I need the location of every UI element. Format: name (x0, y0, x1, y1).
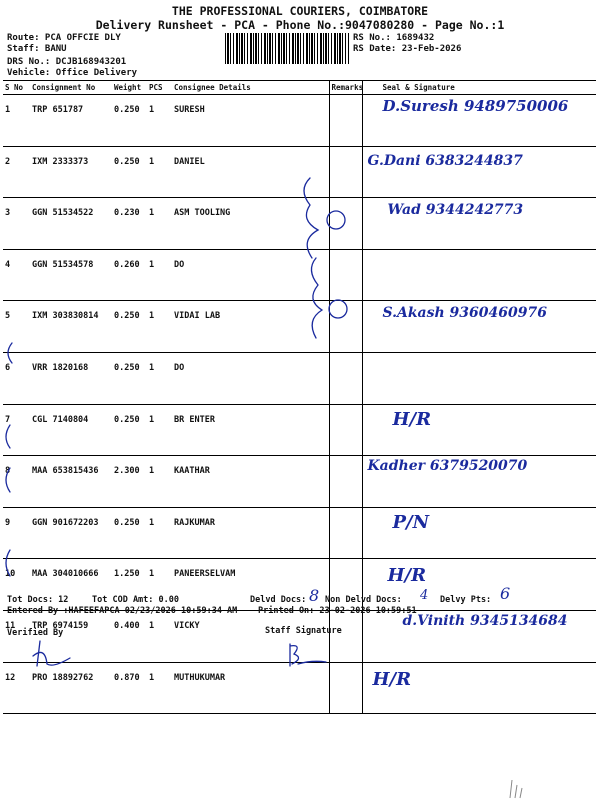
cell-pcs: 1 (147, 95, 172, 147)
cell-consignment-no: TRP 651787 (30, 95, 112, 147)
staff-signature-label: Staff Signature (265, 626, 342, 636)
cell-consignee: VICKY (172, 610, 329, 662)
cell-consignee: VIDAI LAB (172, 301, 329, 353)
cell-consignee: SURESH (172, 95, 329, 147)
cell-weight: 0.230 (112, 198, 147, 250)
handwritten-signature: S.Akash 9360460976 (382, 305, 547, 322)
handwritten-signature: Wad 9344242773 (387, 202, 524, 219)
cell-sno: 10 (3, 559, 30, 611)
drs-number: DRS No.: DCJB168943201 (7, 57, 127, 67)
cell-weight: 2.300 (112, 456, 147, 508)
col-remarks: Remarks (329, 81, 362, 95)
col-sno: S No (3, 81, 30, 95)
cell-consignment-no: PRO 18892762 (30, 662, 112, 714)
cell-sno: 5 (3, 301, 30, 353)
handwritten-signature: D.Suresh 9489750006 (382, 97, 569, 115)
cell-weight: 0.250 (112, 507, 147, 559)
col-consignment: Consignment No (30, 81, 112, 95)
circle-mark-1 (327, 211, 345, 229)
cell-consignment-no: GGN 901672203 (30, 507, 112, 559)
cell-consignment-no: TRP 6974159 (30, 610, 112, 662)
entered-by: Entered By :HAFEEFAPCA 02/23/2026 10:59:34 AM (7, 606, 238, 616)
cell-consignment-no: CGL 7140804 (30, 404, 112, 456)
cell-seal-signature (362, 662, 596, 714)
cell-sno: 12 (3, 662, 30, 714)
cell-consignee: ASM TOOLING (172, 198, 329, 250)
vehicle-label: Vehicle: Office Delivery (7, 68, 138, 78)
rs-number: RS No.: 1689432 (353, 33, 435, 43)
cell-sno: 8 (3, 456, 30, 508)
cell-pcs: 1 (147, 662, 172, 714)
cell-pcs: 1 (147, 249, 172, 301)
cell-pcs: 1 (147, 198, 172, 250)
sno-circle-7 (8, 343, 12, 363)
brace-3-4 (304, 178, 318, 258)
cell-consignment-no: VRR 1820168 (30, 352, 112, 404)
verified-signature (25, 636, 85, 676)
staff-label: Staff: BANU (7, 44, 67, 54)
cell-pcs: 1 (147, 456, 172, 508)
sno-circle-12 (6, 550, 10, 576)
delvy-pts: Delvy Pts: (440, 595, 492, 605)
tot-cod: Tot COD Amt: 0.00 (92, 595, 179, 605)
cell-seal-signature (362, 610, 596, 662)
cell-sno: 6 (3, 352, 30, 404)
cell-weight: 0.250 (112, 352, 147, 404)
cell-pcs: 1 (147, 507, 172, 559)
staff-signature (280, 636, 340, 676)
sno-circle-9 (6, 425, 10, 448)
cell-consignment-no: IXM 2333373 (30, 146, 112, 198)
handwritten-signature: G.Dani 6383244837 (367, 152, 523, 169)
col-consignee: Consignee Details (172, 81, 329, 95)
cell-consignee: DO (172, 352, 329, 404)
cell-consignee: BR ENTER (172, 404, 329, 456)
cell-weight: 0.250 (112, 404, 147, 456)
tot-docs: Tot Docs: 12 (7, 595, 69, 605)
col-pcs: PCS (147, 81, 172, 95)
cell-weight: 0.250 (112, 95, 147, 147)
delvd-docs-hw: 8 (309, 586, 320, 605)
cell-consignment-no: GGN 51534578 (30, 249, 112, 301)
cell-pcs: 1 (147, 352, 172, 404)
cell-weight: 0.250 (112, 146, 147, 198)
cell-consignee: DO (172, 249, 329, 301)
cell-consignment-no: IXM 303830814 (30, 301, 112, 353)
rs-date: RS Date: 23-Feb-2026 (353, 44, 462, 54)
handwritten-marks (0, 80, 600, 600)
handwritten-signature: d.Vinith 9345134684 (402, 612, 568, 629)
sno-circle-10 (6, 468, 10, 492)
cell-sno: 9 (3, 507, 30, 559)
company-title: THE PROFESSIONAL COURIERS, COIMBATORE (171, 4, 429, 18)
cell-sno: 4 (3, 249, 30, 301)
cell-consignee: MUTHUKUMAR (172, 662, 329, 714)
non-delvd-docs-hw: 4 (420, 588, 429, 603)
brace-5-6 (311, 258, 322, 338)
cell-consignee: DANIEL (172, 146, 329, 198)
cell-consignee: RAJKUMAR (172, 507, 329, 559)
cell-pcs: 1 (147, 146, 172, 198)
cell-sno: 7 (3, 404, 30, 456)
cell-consignment-no: GGN 51534522 (30, 198, 112, 250)
cell-sno: 11 (3, 610, 30, 662)
handwritten-signature: H/R (392, 408, 432, 430)
cell-weight: 1.250 (112, 559, 147, 611)
cell-weight: 0.260 (112, 249, 147, 301)
non-delvd-docs: Non Delvd Docs: (325, 595, 402, 605)
cell-pcs: 1 (147, 301, 172, 353)
col-seal: Seal & Signature (362, 81, 596, 95)
cell-consignment-no: MAA 653815436 (30, 456, 112, 508)
delvy-pts-hw: 6 (500, 584, 511, 603)
handwritten-signature: P/N (392, 511, 430, 533)
handwritten-signature: H/R (387, 565, 427, 587)
runsheet-subtitle: Delivery Runsheet - PCA - Phone No.:9047080280 - Page No.:1 (95, 18, 505, 32)
cell-weight: 0.400 (112, 610, 147, 662)
route-label: Route: PCA OFFCIE DLY (7, 33, 121, 43)
cell-sno: 2 (3, 146, 30, 198)
cell-pcs: 1 (147, 610, 172, 662)
cell-weight: 0.250 (112, 301, 147, 353)
cell-pcs: 1 (147, 559, 172, 611)
scan-mark (500, 760, 540, 800)
barcode-image (225, 33, 349, 64)
cell-sno: 3 (3, 198, 30, 250)
handwritten-signature: H/R (372, 668, 412, 690)
printed-on: Printed On: 23-02-2026 10:59:51 (258, 606, 417, 616)
cell-consignee: PANEERSELVAM (172, 559, 329, 611)
cell-sno: 1 (3, 95, 30, 147)
circle-mark-2 (329, 300, 347, 318)
delvd-docs: Delvd Docs: (250, 595, 307, 605)
cell-pcs: 1 (147, 404, 172, 456)
cell-weight: 0.870 (112, 662, 147, 714)
col-weight: Weight (112, 81, 147, 95)
cell-consignee: KAATHAR (172, 456, 329, 508)
cell-consignment-no: MAA 304010666 (30, 559, 112, 611)
handwritten-signature: Kadher 6379520070 (367, 458, 528, 475)
verified-by-label: Verified By (7, 628, 64, 638)
